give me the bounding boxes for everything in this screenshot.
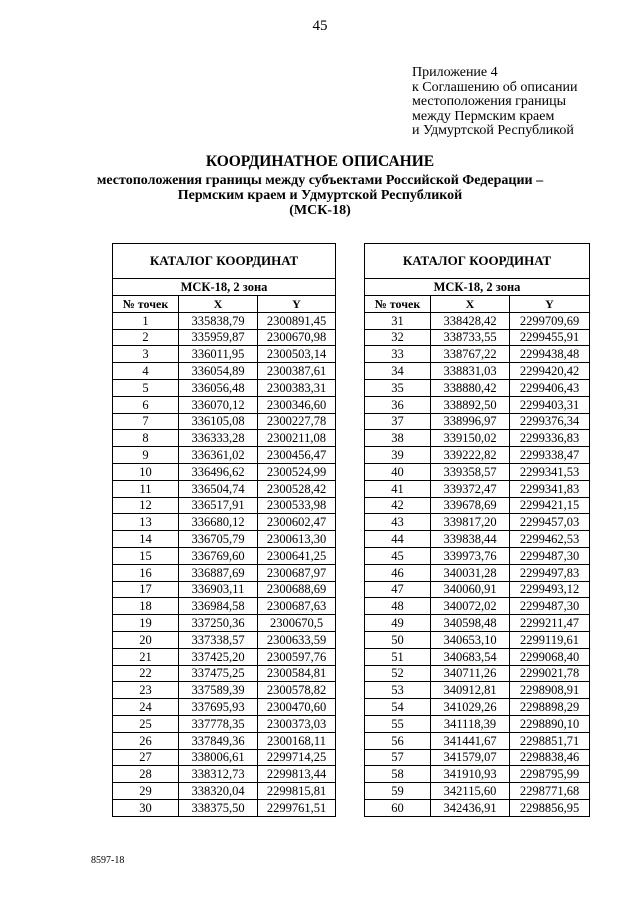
x-coordinate: 338006,61 bbox=[179, 749, 258, 766]
y-coordinate: 2299455,91 bbox=[510, 329, 590, 346]
point-number: 53 bbox=[365, 682, 431, 699]
point-number: 55 bbox=[365, 715, 431, 732]
table-row bbox=[365, 379, 590, 396]
x-coordinate: 336105,08 bbox=[179, 413, 258, 430]
column-header-y: Y bbox=[510, 296, 590, 313]
x-coordinate: 335959,87 bbox=[179, 329, 258, 346]
y-coordinate: 2299336,83 bbox=[510, 430, 590, 447]
column-header-y: Y bbox=[258, 296, 336, 313]
point-number: 47 bbox=[365, 581, 431, 598]
point-number: 58 bbox=[365, 766, 431, 783]
point-number: 27 bbox=[113, 749, 179, 766]
appendix-line: местоположения границы bbox=[412, 94, 566, 109]
point-number: 33 bbox=[365, 346, 431, 363]
y-coordinate: 2299493,12 bbox=[510, 581, 590, 598]
table-row bbox=[113, 631, 336, 648]
coordinates-table-right bbox=[364, 243, 590, 817]
point-number: 44 bbox=[365, 531, 431, 548]
point-number: 38 bbox=[365, 430, 431, 447]
point-number: 46 bbox=[365, 564, 431, 581]
point-number: 39 bbox=[365, 447, 431, 464]
column-header-point: № точек bbox=[365, 296, 431, 313]
document-title: КООРДИНАТНОЕ ОПИСАНИЕ bbox=[205, 153, 435, 170]
table-row bbox=[113, 581, 336, 598]
x-coordinate: 338880,42 bbox=[431, 379, 510, 396]
x-coordinate: 340711,26 bbox=[431, 665, 510, 682]
point-number: 22 bbox=[113, 665, 179, 682]
y-coordinate: 2298851,71 bbox=[510, 732, 590, 749]
zone-label: МСК-18, 2 зона bbox=[365, 279, 590, 296]
table-row bbox=[365, 463, 590, 480]
y-coordinate: 2299211,47 bbox=[510, 615, 590, 632]
x-coordinate: 339358,57 bbox=[431, 463, 510, 480]
point-number: 20 bbox=[113, 631, 179, 648]
point-number: 43 bbox=[365, 514, 431, 531]
point-number: 57 bbox=[365, 749, 431, 766]
y-coordinate: 2298856,95 bbox=[510, 799, 590, 816]
table-row bbox=[365, 346, 590, 363]
y-coordinate: 2300633,59 bbox=[258, 631, 336, 648]
x-coordinate: 336056,48 bbox=[179, 379, 258, 396]
table-row bbox=[113, 766, 336, 783]
y-coordinate: 2299709,69 bbox=[510, 312, 590, 329]
x-coordinate: 336769,60 bbox=[179, 547, 258, 564]
table-row bbox=[365, 514, 590, 531]
y-coordinate: 2298890,10 bbox=[510, 715, 590, 732]
point-number: 2 bbox=[113, 329, 179, 346]
table-row bbox=[365, 329, 590, 346]
table-row bbox=[113, 564, 336, 581]
y-coordinate: 2300670,5 bbox=[258, 615, 336, 632]
y-coordinate: 2299421,15 bbox=[510, 497, 590, 514]
table-row bbox=[365, 648, 590, 665]
x-coordinate: 336903,11 bbox=[179, 581, 258, 598]
x-coordinate: 336887,69 bbox=[179, 564, 258, 581]
point-number: 29 bbox=[113, 783, 179, 800]
table-row bbox=[113, 682, 336, 699]
y-coordinate: 2300533,98 bbox=[258, 497, 336, 514]
point-number: 36 bbox=[365, 396, 431, 413]
x-coordinate: 340598,48 bbox=[431, 615, 510, 632]
table-row bbox=[113, 715, 336, 732]
y-coordinate: 2298898,29 bbox=[510, 699, 590, 716]
table-row bbox=[113, 615, 336, 632]
table-row bbox=[113, 430, 336, 447]
x-coordinate: 335838,79 bbox=[179, 312, 258, 329]
table-row bbox=[113, 312, 336, 329]
table-row bbox=[113, 463, 336, 480]
point-number: 40 bbox=[365, 463, 431, 480]
table-row bbox=[365, 413, 590, 430]
table-row bbox=[365, 631, 590, 648]
y-coordinate: 2298771,68 bbox=[510, 783, 590, 800]
table-row bbox=[365, 547, 590, 564]
x-coordinate: 336333,28 bbox=[179, 430, 258, 447]
y-coordinate: 2300687,63 bbox=[258, 598, 336, 615]
x-coordinate: 341118,39 bbox=[431, 715, 510, 732]
point-number: 45 bbox=[365, 547, 431, 564]
point-number: 26 bbox=[113, 732, 179, 749]
point-number: 50 bbox=[365, 631, 431, 648]
y-coordinate: 2299338,47 bbox=[510, 447, 590, 464]
x-coordinate: 337250,36 bbox=[179, 615, 258, 632]
appendix-note bbox=[412, 66, 578, 139]
table-row bbox=[365, 396, 590, 413]
column-header-x: X bbox=[431, 296, 510, 313]
x-coordinate: 336504,74 bbox=[179, 480, 258, 497]
point-number: 32 bbox=[365, 329, 431, 346]
x-coordinate: 338312,73 bbox=[179, 766, 258, 783]
table-row bbox=[113, 329, 336, 346]
x-coordinate: 337695,93 bbox=[179, 699, 258, 716]
x-coordinate: 342436,91 bbox=[431, 799, 510, 816]
subtitle-line: местоположения границы между субъектами Российской Федерации – bbox=[96, 173, 544, 188]
y-coordinate: 2299462,53 bbox=[510, 531, 590, 548]
column-header-point: № точек bbox=[113, 296, 179, 313]
zone-label: МСК-18, 2 зона bbox=[113, 279, 336, 296]
point-number: 16 bbox=[113, 564, 179, 581]
point-number: 12 bbox=[113, 497, 179, 514]
point-number: 54 bbox=[365, 699, 431, 716]
x-coordinate: 337778,35 bbox=[179, 715, 258, 732]
x-coordinate: 341029,26 bbox=[431, 699, 510, 716]
table-body bbox=[365, 312, 590, 816]
table-row bbox=[113, 379, 336, 396]
table-row bbox=[365, 447, 590, 464]
table-row bbox=[365, 430, 590, 447]
table-row bbox=[113, 799, 336, 816]
point-number: 59 bbox=[365, 783, 431, 800]
y-coordinate: 2300373,03 bbox=[258, 715, 336, 732]
y-coordinate: 2298838,46 bbox=[510, 749, 590, 766]
point-number: 14 bbox=[113, 531, 179, 548]
y-coordinate: 2300383,31 bbox=[258, 379, 336, 396]
x-coordinate: 341910,93 bbox=[431, 766, 510, 783]
table-row bbox=[365, 480, 590, 497]
x-coordinate: 340912,81 bbox=[431, 682, 510, 699]
x-coordinate: 340060,91 bbox=[431, 581, 510, 598]
point-number: 1 bbox=[113, 312, 179, 329]
point-number: 3 bbox=[113, 346, 179, 363]
point-number: 28 bbox=[113, 766, 179, 783]
table-row bbox=[365, 564, 590, 581]
y-coordinate: 2300602,47 bbox=[258, 514, 336, 531]
table-row bbox=[113, 531, 336, 548]
table-row bbox=[365, 749, 590, 766]
point-number: 4 bbox=[113, 363, 179, 380]
table-body bbox=[113, 312, 336, 816]
point-number: 24 bbox=[113, 699, 179, 716]
x-coordinate: 338767,22 bbox=[431, 346, 510, 363]
point-number: 30 bbox=[113, 799, 179, 816]
footer-code: 8597-18 bbox=[91, 855, 125, 866]
table-row bbox=[365, 766, 590, 783]
x-coordinate: 338375,50 bbox=[179, 799, 258, 816]
x-coordinate: 342115,60 bbox=[431, 783, 510, 800]
x-coordinate: 336680,12 bbox=[179, 514, 258, 531]
y-coordinate: 2299497,83 bbox=[510, 564, 590, 581]
point-number: 56 bbox=[365, 732, 431, 749]
table-row bbox=[113, 396, 336, 413]
y-coordinate: 2299761,51 bbox=[258, 799, 336, 816]
x-coordinate: 338733,55 bbox=[431, 329, 510, 346]
x-coordinate: 338996,97 bbox=[431, 413, 510, 430]
y-coordinate: 2300470,60 bbox=[258, 699, 336, 716]
y-coordinate: 2300528,42 bbox=[258, 480, 336, 497]
y-coordinate: 2299341,53 bbox=[510, 463, 590, 480]
y-coordinate: 2299487,30 bbox=[510, 547, 590, 564]
x-coordinate: 340653,10 bbox=[431, 631, 510, 648]
y-coordinate: 2300346,60 bbox=[258, 396, 336, 413]
table-row bbox=[113, 547, 336, 564]
y-coordinate: 2300687,97 bbox=[258, 564, 336, 581]
x-coordinate: 336011,95 bbox=[179, 346, 258, 363]
y-coordinate: 2300211,08 bbox=[258, 430, 336, 447]
point-number: 41 bbox=[365, 480, 431, 497]
point-number: 25 bbox=[113, 715, 179, 732]
y-coordinate: 2299438,48 bbox=[510, 346, 590, 363]
table-row bbox=[365, 715, 590, 732]
x-coordinate: 339222,82 bbox=[431, 447, 510, 464]
table-row bbox=[113, 363, 336, 380]
x-coordinate: 338428,42 bbox=[431, 312, 510, 329]
y-coordinate: 2300387,61 bbox=[258, 363, 336, 380]
y-coordinate: 2300670,98 bbox=[258, 329, 336, 346]
y-coordinate: 2300584,81 bbox=[258, 665, 336, 682]
x-coordinate: 339372,47 bbox=[431, 480, 510, 497]
x-coordinate: 340683,54 bbox=[431, 648, 510, 665]
x-coordinate: 337589,39 bbox=[179, 682, 258, 699]
x-coordinate: 337425,20 bbox=[179, 648, 258, 665]
point-number: 17 bbox=[113, 581, 179, 598]
x-coordinate: 339838,44 bbox=[431, 531, 510, 548]
table-row bbox=[113, 480, 336, 497]
x-coordinate: 336517,91 bbox=[179, 497, 258, 514]
point-number: 35 bbox=[365, 379, 431, 396]
appendix-line: Приложение 4 bbox=[412, 65, 498, 80]
x-coordinate: 341579,07 bbox=[431, 749, 510, 766]
y-coordinate: 2300688,69 bbox=[258, 581, 336, 598]
y-coordinate: 2299714,25 bbox=[258, 749, 336, 766]
table-row bbox=[365, 682, 590, 699]
table-row bbox=[365, 665, 590, 682]
point-number: 6 bbox=[113, 396, 179, 413]
x-coordinate: 336054,89 bbox=[179, 363, 258, 380]
document-subtitle bbox=[0, 173, 640, 218]
y-coordinate: 2299815,81 bbox=[258, 783, 336, 800]
point-number: 31 bbox=[365, 312, 431, 329]
point-number: 15 bbox=[113, 547, 179, 564]
table-row bbox=[113, 514, 336, 531]
point-number: 10 bbox=[113, 463, 179, 480]
table-row bbox=[365, 363, 590, 380]
table-row bbox=[365, 732, 590, 749]
y-coordinate: 2300503,14 bbox=[258, 346, 336, 363]
point-number: 8 bbox=[113, 430, 179, 447]
x-coordinate: 339678,69 bbox=[431, 497, 510, 514]
x-coordinate: 336070,12 bbox=[179, 396, 258, 413]
point-number: 42 bbox=[365, 497, 431, 514]
x-coordinate: 338320,04 bbox=[179, 783, 258, 800]
x-coordinate: 340072,02 bbox=[431, 598, 510, 615]
y-coordinate: 2300597,76 bbox=[258, 648, 336, 665]
point-number: 9 bbox=[113, 447, 179, 464]
point-number: 7 bbox=[113, 413, 179, 430]
point-number: 19 bbox=[113, 615, 179, 632]
y-coordinate: 2299068,40 bbox=[510, 648, 590, 665]
x-coordinate: 338892,50 bbox=[431, 396, 510, 413]
table-row bbox=[113, 783, 336, 800]
x-coordinate: 339150,02 bbox=[431, 430, 510, 447]
catalog-title: КАТАЛОГ КООРДИНАТ bbox=[113, 244, 336, 279]
y-coordinate: 2299487,30 bbox=[510, 598, 590, 615]
table-row bbox=[365, 699, 590, 716]
y-coordinate: 2299341,83 bbox=[510, 480, 590, 497]
x-coordinate: 340031,28 bbox=[431, 564, 510, 581]
point-number: 34 bbox=[365, 363, 431, 380]
point-number: 49 bbox=[365, 615, 431, 632]
table-row bbox=[113, 699, 336, 716]
y-coordinate: 2299813,44 bbox=[258, 766, 336, 783]
x-coordinate: 336705,79 bbox=[179, 531, 258, 548]
table-row bbox=[365, 497, 590, 514]
point-number: 5 bbox=[113, 379, 179, 396]
x-coordinate: 338831,03 bbox=[431, 363, 510, 380]
table-row bbox=[365, 581, 590, 598]
table-row bbox=[365, 799, 590, 816]
table-row bbox=[113, 749, 336, 766]
x-coordinate: 336496,62 bbox=[179, 463, 258, 480]
y-coordinate: 2300578,82 bbox=[258, 682, 336, 699]
catalog-title: КАТАЛОГ КООРДИНАТ bbox=[365, 244, 590, 279]
point-number: 52 bbox=[365, 665, 431, 682]
x-coordinate: 337338,57 bbox=[179, 631, 258, 648]
point-number: 48 bbox=[365, 598, 431, 615]
x-coordinate: 336984,58 bbox=[179, 598, 258, 615]
appendix-line: между Пермским краем bbox=[412, 108, 555, 124]
y-coordinate: 2299021,78 bbox=[510, 665, 590, 682]
point-number: 18 bbox=[113, 598, 179, 615]
y-coordinate: 2299420,42 bbox=[510, 363, 590, 380]
point-number: 13 bbox=[113, 514, 179, 531]
table-row bbox=[365, 531, 590, 548]
y-coordinate: 2298908,91 bbox=[510, 682, 590, 699]
table-row bbox=[113, 648, 336, 665]
point-number: 51 bbox=[365, 648, 431, 665]
y-coordinate: 2300456,47 bbox=[258, 447, 336, 464]
x-coordinate: 339973,76 bbox=[431, 547, 510, 564]
point-number: 60 bbox=[365, 799, 431, 816]
page-number: 45 bbox=[312, 18, 328, 34]
table-row bbox=[113, 413, 336, 430]
table-row bbox=[113, 598, 336, 615]
table-row bbox=[113, 497, 336, 514]
x-coordinate: 337849,36 bbox=[179, 732, 258, 749]
x-coordinate: 339817,20 bbox=[431, 514, 510, 531]
table-row bbox=[365, 598, 590, 615]
column-header-x: X bbox=[179, 296, 258, 313]
table-row bbox=[113, 447, 336, 464]
x-coordinate: 341441,67 bbox=[431, 732, 510, 749]
y-coordinate: 2300227,78 bbox=[258, 413, 336, 430]
y-coordinate: 2299406,43 bbox=[510, 379, 590, 396]
subtitle-line: Пермским краем и Удмуртской Республикой bbox=[177, 188, 463, 203]
table-row bbox=[113, 732, 336, 749]
table-row bbox=[113, 665, 336, 682]
table-row bbox=[113, 346, 336, 363]
subtitle-line: (МСК-18) bbox=[289, 203, 351, 218]
table-row bbox=[365, 783, 590, 800]
x-coordinate: 337475,25 bbox=[179, 665, 258, 682]
y-coordinate: 2299119,61 bbox=[510, 631, 590, 648]
y-coordinate: 2299376,34 bbox=[510, 413, 590, 430]
appendix-line: к Соглашению об описании bbox=[412, 79, 578, 95]
y-coordinate: 2300641,25 bbox=[258, 547, 336, 564]
point-number: 21 bbox=[113, 648, 179, 665]
x-coordinate: 336361,02 bbox=[179, 447, 258, 464]
y-coordinate: 2300891,45 bbox=[258, 312, 336, 329]
y-coordinate: 2299403,31 bbox=[510, 396, 590, 413]
y-coordinate: 2300168,11 bbox=[258, 732, 336, 749]
point-number: 11 bbox=[113, 480, 179, 497]
point-number: 23 bbox=[113, 682, 179, 699]
coordinates-table-left bbox=[112, 243, 336, 817]
table-row bbox=[365, 312, 590, 329]
y-coordinate: 2299457,03 bbox=[510, 514, 590, 531]
y-coordinate: 2300613,30 bbox=[258, 531, 336, 548]
table-row bbox=[365, 615, 590, 632]
appendix-line: и Удмуртской Республикой bbox=[412, 123, 574, 138]
y-coordinate: 2298795,99 bbox=[510, 766, 590, 783]
point-number: 37 bbox=[365, 413, 431, 430]
y-coordinate: 2300524,99 bbox=[258, 463, 336, 480]
